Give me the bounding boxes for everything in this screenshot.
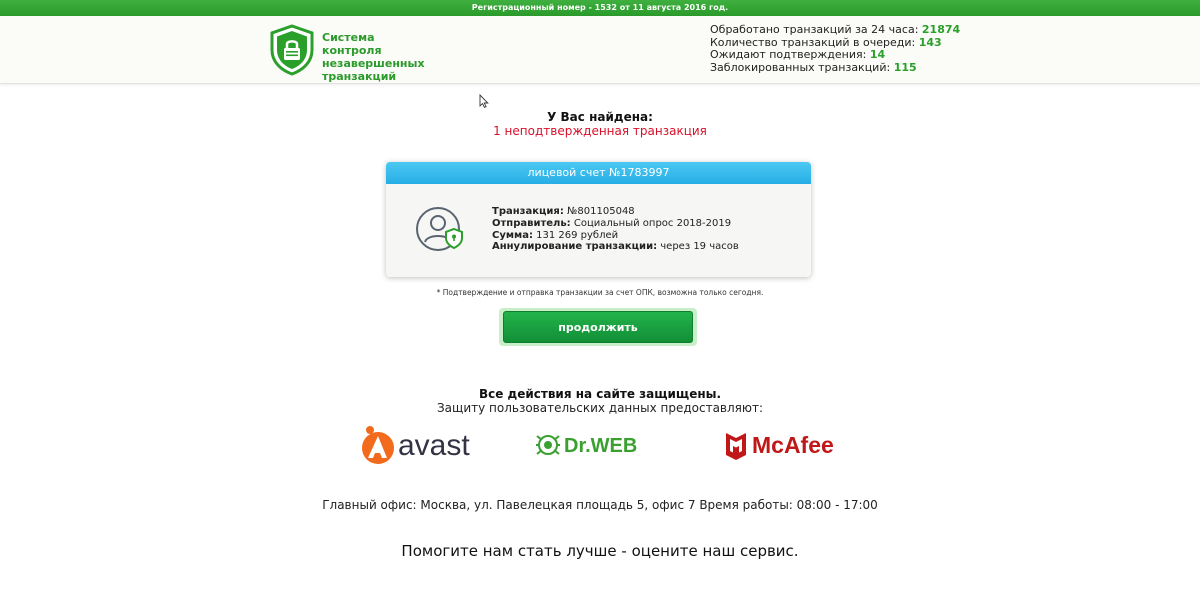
mcafee-wordmark: McAfee	[752, 432, 834, 458]
found-title: У Вас найдена:	[547, 110, 653, 124]
found-count: 1 неподтвержденная транзакция	[493, 124, 707, 138]
security-title: Все действия на сайте защищены.	[478, 387, 722, 401]
drweb-logo	[535, 430, 665, 460]
registration-bar	[0, 0, 1200, 16]
transaction-stats	[710, 24, 960, 75]
user-shield-icon	[414, 205, 468, 255]
transaction-card	[386, 162, 811, 277]
field-transaction: Транзакция: №801105048	[492, 206, 635, 217]
shield-lock-icon[interactable]	[268, 24, 316, 76]
account-number: лицевой счет №1783997	[386, 162, 811, 184]
transaction-details	[492, 206, 739, 253]
avast-wordmark: avast	[398, 429, 470, 462]
field-sender: Отправитель: Социальный опрос 2018-2019	[492, 217, 732, 229]
field-amount: Сумма: 131 269 рублей	[492, 229, 619, 241]
stat-blocked: Заблокированных транзакций: 115	[710, 61, 917, 75]
site-header	[0, 16, 1200, 84]
continue-button-frame	[499, 308, 697, 346]
stat-pending: Ожидают подтверждения: 14	[710, 48, 886, 62]
security-subtitle: Защиту пользовательских данных предоставляют:	[436, 401, 764, 415]
drweb-wordmark: Dr.WEB	[564, 435, 638, 457]
stat-processed: Обработано транзакций за 24 часа: 21874	[710, 23, 961, 36]
feedback-prompt: Помогите нам стать лучше - оцените наш сервис.	[401, 542, 799, 560]
field-cancellation: Аннулирование транзакции: через 19 часов	[492, 241, 739, 253]
mcafee-logo	[724, 429, 850, 461]
registration-text: Регистрационный номер - 1532 от 11 августа 2016 год.	[471, 3, 729, 12]
continue-button[interactable]: продолжить	[503, 311, 693, 343]
avast-logo	[356, 424, 488, 468]
logo-text[interactable]: Система контроля незавершенных транзакций	[322, 31, 425, 83]
office-address: Главный офис: Москва, ул. Павелецкая площадь 5, офис 7 Время работы: 08:00 - 17:00	[322, 498, 878, 512]
mouse-cursor-icon	[479, 94, 489, 108]
confirmation-note: * Подтверждение и отправка транзакции за счет ОПК, возможна только сегодня.	[436, 288, 764, 297]
stat-queue: Количество транзакций в очереди: 143	[710, 35, 942, 49]
